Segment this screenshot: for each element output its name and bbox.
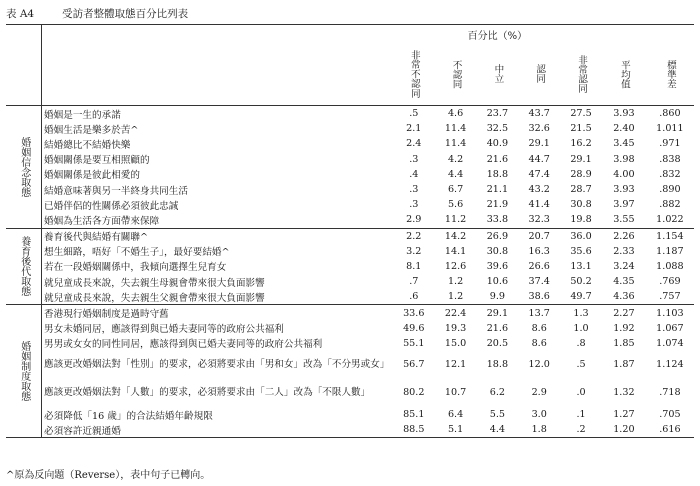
value-cell: .769 [659,276,681,288]
value-cell: 28.9 [570,168,592,180]
value-cell: 4.4 [476,422,518,438]
value-cell: 35.6 [570,245,592,257]
table-row [6,289,694,305]
value-cell: 21.9 [486,199,509,211]
column-header-label: 非常認同 [576,54,588,94]
value-cell: 32.3 [518,212,560,228]
value-cell: 23.7 [486,108,509,120]
value-cell: 2.26 [613,230,635,242]
table-row [6,106,694,122]
table-title: 受訪者整體取態百分比列表 [62,8,189,20]
value-cell: .1 [576,409,586,421]
value-cell: 16.2 [570,138,592,150]
value-cell: 2.40 [613,123,635,135]
value-cell: 1.154 [656,230,684,242]
value-cell: 1.187 [656,245,684,257]
item-text: 男男或女女的同性同居，應該得到與已婚夫妻同等的政府公共福利 [44,339,323,351]
value-cell: 12.0 [528,359,550,370]
table-row [6,182,694,197]
value-cell: 29.1 [570,153,592,165]
value-cell: 56.7 [403,359,425,370]
value-cell: 2.33 [613,245,635,257]
table-label: 表 A4 [6,8,35,20]
item-text: 婚姻關係是彼此相愛的 [44,170,140,182]
value-cell: .5 [576,359,586,370]
value-cell: 11.4 [444,123,467,135]
value-cell: 4.6 [447,108,464,120]
item-text: 結婚總比不結婚快樂 [44,139,131,151]
value-cell: 41.4 [528,199,550,211]
value-cell: 4.36 [602,289,646,305]
value-cell: 3.98 [613,153,635,165]
value-cell: 37.4 [528,276,550,288]
column-header [602,43,646,106]
value-cell: 32.6 [528,123,550,135]
value-cell: 2.9 [393,212,435,228]
value-cell: 5.6 [447,199,464,211]
value-cell: .0 [576,387,586,398]
column-header-label: 非常不認同 [408,50,420,98]
value-cell: 19.3 [444,322,467,334]
value-cell: 33.8 [476,212,518,228]
table-caption [6,6,188,21]
table-row [6,244,694,259]
value-cell: 3.93 [613,108,635,120]
value-cell: .3 [409,184,419,196]
item-text: 婚姻為生活各方面帶來保障 [42,212,393,228]
column-header [476,43,518,106]
value-cell: 32.5 [486,123,509,135]
item-text: 婚姻生活是樂多於苦^ [44,124,139,136]
value-cell: 4.00 [613,168,635,180]
value-cell: 1.85 [613,337,635,349]
value-cell: .860 [659,108,681,120]
item-text: 應該更改婚姻法對「人數」的要求，必須將要求由「二人」改為「不限人數」 [44,387,371,398]
value-cell: 29.1 [486,307,509,319]
column-header-label: 平均值 [618,59,630,89]
value-cell: .705 [659,409,681,421]
value-cell: 10.7 [444,387,467,398]
value-cell: 1.022 [646,212,694,228]
value-cell: 12.1 [444,359,467,370]
value-cell: 10.6 [486,276,509,288]
table-row [6,167,694,182]
item-text: 婚姻是一生的承諾 [44,109,121,121]
value-cell: 20.7 [528,230,550,242]
attitude-table [6,24,694,438]
value-cell: 11.2 [435,212,477,228]
value-cell: 2.27 [613,307,635,319]
value-cell: .971 [659,138,681,150]
value-cell: 21.5 [570,123,592,135]
value-cell: 27.5 [570,108,592,120]
value-cell: 33.6 [403,307,425,319]
value-cell: 26.9 [486,230,509,242]
item-text: 男女未婚同居，應該得到與已婚夫妻同等的政府公共福利 [44,324,284,336]
value-cell: 1.92 [613,322,635,334]
value-cell: 1.20 [602,422,646,438]
value-cell: 6.2 [489,387,506,398]
item-text: 若在一段婚姻關係中，我傾向選擇生兒育女 [44,262,227,274]
value-cell: .7 [409,276,419,288]
value-cell: 40.9 [486,138,509,150]
value-cell: 80.2 [403,387,425,398]
value-cell: 3.24 [613,260,635,272]
group-label [6,305,42,438]
item-text: 想生細路，唔好「不婚生子」，最好要結婚^ [44,247,230,259]
value-cell: 5.1 [435,422,477,438]
value-cell: 3.55 [602,212,646,228]
value-cell: 6.7 [447,184,464,196]
value-cell: 36.0 [570,230,592,242]
item-text: 婚姻關係是要互相照顧的 [44,155,150,167]
column-header [518,43,560,106]
value-cell: 12.6 [444,260,467,272]
table-row [6,379,694,407]
value-cell: 30.8 [486,245,509,257]
group-label-text: 養育後代取態 [18,236,30,297]
value-cell: 8.6 [531,337,547,349]
value-cell: 4.4 [447,168,464,180]
value-cell: 3.0 [531,409,547,421]
value-cell: 21.6 [486,322,509,334]
column-header-label: 標準差 [664,59,676,89]
item-text: 就兒童成長來說，失去親生父親會帶來很大負面影響 [42,289,393,305]
value-cell: 14.1 [444,245,467,257]
value-cell: .838 [659,153,681,165]
column-header [393,43,435,106]
table-row [6,351,694,379]
value-cell: 38.6 [518,289,560,305]
table-row [6,407,694,422]
footnote: ^原為反向題（Reverse），表中句子已轉向。 [6,470,211,481]
value-cell: 30.8 [570,199,592,211]
value-cell: 22.4 [444,307,467,319]
value-cell: 85.1 [403,409,425,421]
value-cell: .3 [409,199,419,211]
table-row [6,422,694,438]
value-cell: 15.0 [444,337,467,349]
table-row [6,336,694,351]
table-row [6,274,694,289]
column-header-label: 不認同 [450,59,462,89]
table-row [6,152,694,167]
table-row [6,259,694,274]
value-cell: 55.1 [403,337,425,349]
value-cell: 1.011 [656,123,684,135]
column-header [435,43,477,106]
value-cell: 47.4 [528,168,550,180]
value-cell: 43.2 [528,184,550,196]
value-cell: 3.93 [613,184,635,196]
value-cell: 44.7 [528,153,550,165]
table-row [6,321,694,336]
value-cell: 2.9 [531,387,547,398]
value-cell: .718 [659,387,681,398]
value-cell: .757 [646,289,694,305]
table-row [6,305,694,321]
value-cell: 4.35 [613,276,635,288]
value-cell: 11.4 [444,138,467,150]
value-cell: 6.4 [447,409,464,421]
value-cell: 1.067 [656,322,684,334]
value-cell: 1.0 [573,322,589,334]
value-cell: 3.2 [406,245,422,257]
value-cell: 2.1 [406,123,422,135]
column-header-label: 中立 [492,64,504,84]
value-cell: 1.088 [656,260,684,272]
item-text: 應該更改婚姻法對「性別」的要求，必須將要求由「男和女」改為「不分男或女」 [44,359,390,370]
value-cell: 49.6 [403,322,425,334]
percent-header: 百分比（%） [393,25,602,44]
value-cell: 16.3 [528,245,550,257]
column-header [560,43,602,106]
value-cell: 26.6 [528,260,550,272]
value-cell: .2 [560,422,602,438]
value-cell: .5 [409,108,419,120]
value-cell: 49.7 [560,289,602,305]
value-cell: 29.1 [528,138,550,150]
value-cell: 1.8 [518,422,560,438]
value-cell: 13.7 [528,307,550,319]
value-cell: 1.103 [656,307,684,319]
value-cell: .890 [659,184,681,196]
item-text: 結婚意味著與另一半終身共同生活 [44,185,188,197]
value-cell: 21.6 [486,153,509,165]
table-row [6,212,694,228]
group-label-text: 婚姻制度取態 [18,341,30,402]
value-cell: .8 [576,337,586,349]
value-cell: 50.2 [570,276,592,288]
value-cell: 8.6 [531,322,547,334]
item-text: 已婚伴侶的性關係必須彼此忠誠 [44,200,179,212]
value-cell: 14.2 [444,230,467,242]
value-cell: 18.8 [486,359,509,370]
group-label [6,106,42,229]
value-cell: 19.8 [560,212,602,228]
value-cell: 9.9 [476,289,518,305]
value-cell: 1.124 [656,359,684,370]
value-cell: 5.5 [489,409,506,421]
value-cell: 13.1 [570,260,592,272]
column-header [646,43,694,106]
value-cell: 28.7 [570,184,592,196]
item-text: 香港現行婚姻制度是過時守舊 [44,309,169,321]
value-cell: 1.074 [656,337,684,349]
item-text: 必須容許近親通婚 [42,422,393,438]
value-cell: 3.45 [613,138,635,150]
value-cell: .616 [646,422,694,438]
item-text: 就兒童成長來說，失去親生母親會帶來很大負面影響 [44,277,265,289]
value-cell: .832 [659,168,681,180]
value-cell: 8.1 [406,260,422,272]
value-cell: .4 [409,168,419,180]
value-cell: 18.8 [486,168,509,180]
table-row [6,136,694,151]
value-cell: 43.7 [528,108,550,120]
value-cell: 1.27 [613,409,635,421]
value-cell: 88.5 [393,422,435,438]
value-cell: 1.3 [573,307,589,319]
value-cell: 20.5 [486,337,509,349]
value-cell: 2.4 [406,138,422,150]
value-cell: 2.2 [406,230,422,242]
group-label [6,228,42,305]
value-cell: 4.2 [447,153,464,165]
column-header-label: 認同 [534,64,546,84]
group-label-text: 婚姻信念取態 [18,136,30,197]
value-cell: 1.87 [613,359,635,370]
value-cell: .882 [659,199,681,211]
value-cell: 1.2 [447,276,464,288]
value-cell: .3 [409,153,419,165]
value-cell: 3.97 [613,199,635,211]
value-cell: 21.1 [486,184,509,196]
item-text: 必須降低「16 歲」的合法結婚年齡規限 [44,410,213,422]
value-cell: 39.6 [486,260,509,272]
table-row [6,197,694,212]
value-cell: .6 [393,289,435,305]
table-row [6,228,694,244]
table-row [6,121,694,136]
item-text: 養育後代與結婚有關聯^ [44,232,149,244]
value-cell: 1.32 [613,387,635,398]
value-cell: 1.2 [435,289,477,305]
